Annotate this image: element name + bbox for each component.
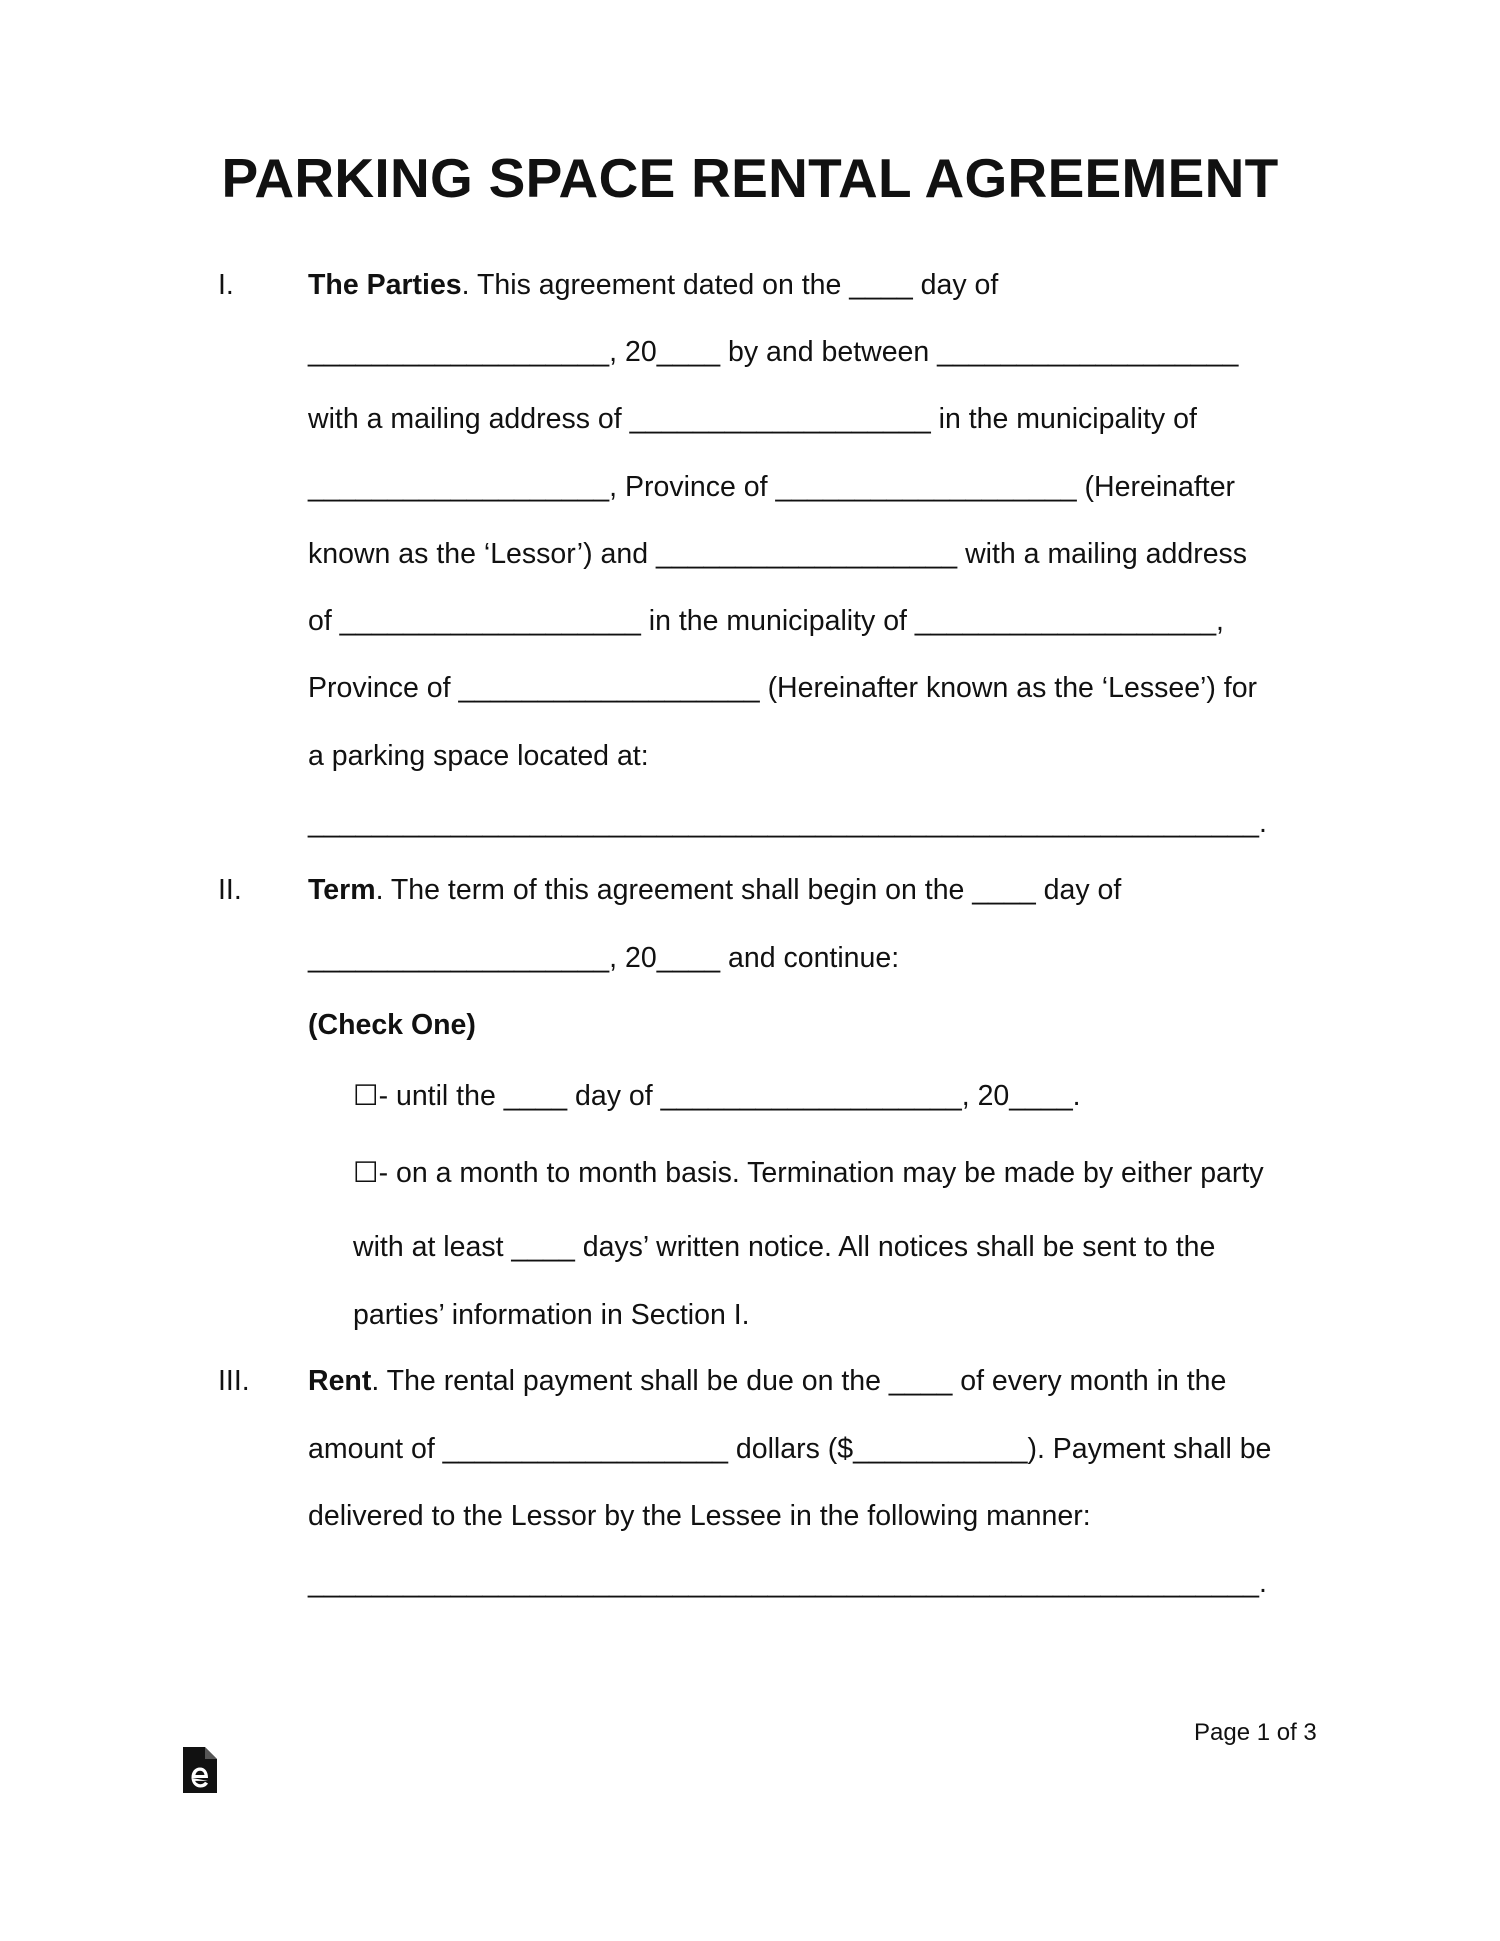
section-1-line-6: of ___________________ in the municipality of ___________________, (308, 605, 1224, 637)
section-1-line-8: a parking space located at: (308, 740, 649, 772)
section-1-numeral: I. (218, 269, 234, 301)
section-2-numeral: II. (218, 874, 242, 906)
section-1-line-9: ____________________________________________________________. (308, 807, 1267, 839)
section-3-line-2: amount of __________________ dollars ($___________). Payment shall be (308, 1433, 1272, 1465)
section-3-line-1 (308, 1363, 1226, 1399)
checkbox-until-date[interactable]: ☐ (353, 1080, 379, 1112)
section-1-line-2: ___________________, 20____ by and between ___________________ (308, 336, 1239, 368)
section-1-line-7: Province of ___________________ (Hereinafter known as the ‘Lessee’) for (308, 672, 1258, 704)
term-option-month-text: - on a month to month basis. Termination may be made by either party (378, 1157, 1264, 1189)
section-2-heading: Term (308, 874, 376, 906)
section-1-line-1 (308, 267, 998, 303)
section-1-line-4: ___________________, Province of ___________________ (Hereinafter (308, 471, 1236, 503)
section-1-text: . This agreement dated on the ____ day of (461, 269, 999, 301)
term-option-month-line-3: parties’ information in Section I. (353, 1299, 750, 1331)
term-option-month-to-month (353, 1155, 1264, 1191)
section-2-text: . The term of this agreement shall begin on the ____ day of (375, 874, 1122, 906)
section-1-line-5: known as the ‘Lessor’) and ___________________ with a mailing address (308, 538, 1248, 570)
section-2-line-2: ___________________, 20____ and continue: (308, 942, 900, 974)
term-option-until-date (353, 1078, 1081, 1114)
term-option-until-text: - until the ____ day of ___________________, 20____. (378, 1080, 1081, 1112)
checkbox-month-to-month[interactable]: ☐ (353, 1157, 379, 1189)
section-3-numeral: III. (218, 1365, 250, 1397)
section-3-line-4: ____________________________________________________________. (308, 1567, 1267, 1599)
page-number: Page 1 of 3 (1194, 1719, 1317, 1746)
section-1-heading: The Parties (308, 269, 462, 301)
term-option-month-line-2: with at least ____ days’ written notice. All notices shall be sent to the (353, 1231, 1216, 1263)
section-1-line-3: with a mailing address of ___________________ in the municipality of (308, 403, 1197, 435)
section-2-line-1 (308, 872, 1121, 908)
section-3-heading: Rent (308, 1365, 372, 1397)
section-3-line-3: delivered to the Lessor by the Lessee in the following manner: (308, 1500, 1091, 1532)
section-3-text: . The rental payment shall be due on the ____ of every month in the (371, 1365, 1227, 1397)
document-title: PARKING SPACE RENTAL AGREEMENT (221, 147, 1279, 209)
check-one-heading: (Check One) (308, 1009, 476, 1041)
eforms-logo-icon (183, 1747, 217, 1793)
